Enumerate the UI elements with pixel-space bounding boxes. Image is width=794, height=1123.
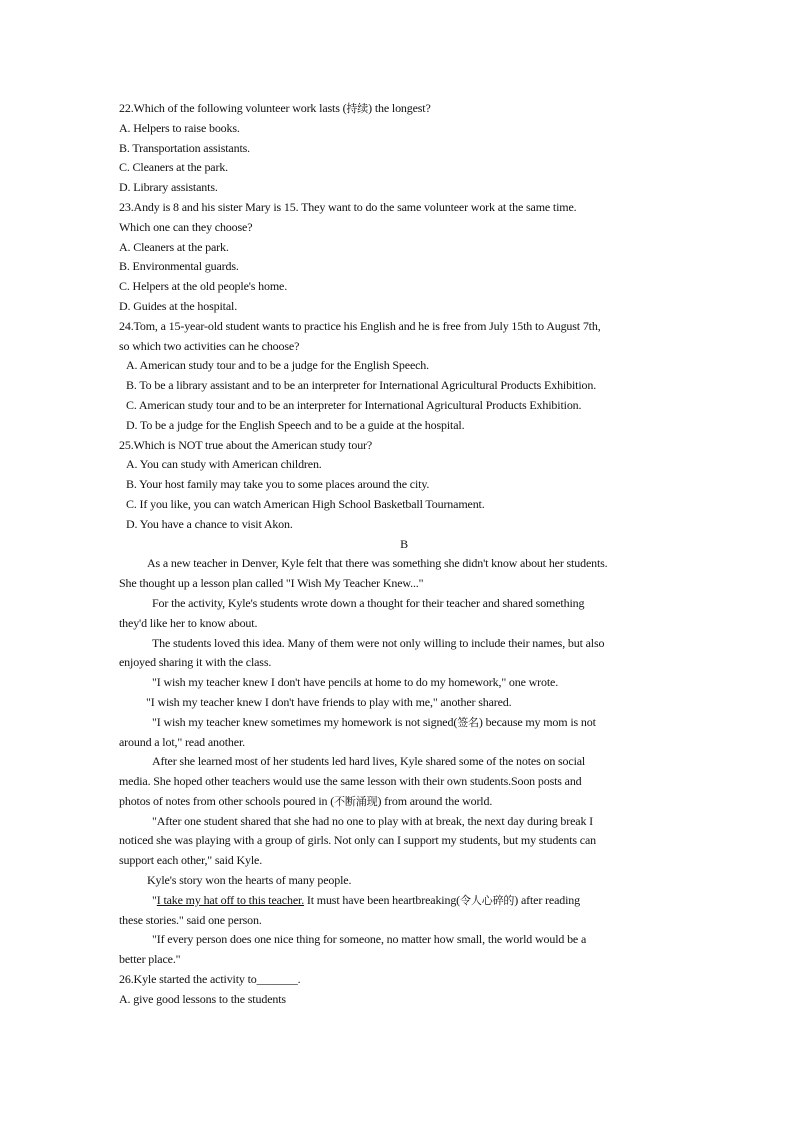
- passage-b-paragraph-1-line-1: As a new teacher in Denver, Kyle felt that there was something she didn't know about her students.: [147, 556, 608, 571]
- question-22-option-c: C. Cleaners at the park.: [119, 160, 229, 175]
- passage-b-paragraph-2-line-1: For the activity, Kyle's students wrote down a thought for their teacher and shared something: [152, 595, 585, 610]
- question-24-stem-line2: so which two activities can he choose?: [119, 338, 300, 353]
- underlined-phrase: I take my hat off to this teacher.: [156, 892, 305, 907]
- passage-b-paragraph-8-line-1: "After one student shared that she had no one to play with at break, the next day during break I: [152, 813, 594, 828]
- passage-b-paragraph-2-line-2: they'd like her to know about.: [119, 615, 258, 630]
- question-26-option-a: A. give good lessons to the students: [119, 991, 286, 1006]
- passage-b-paragraph-6-line-2: around a lot," read another.: [119, 734, 245, 749]
- page-content: [119, 99, 689, 1010]
- passage-b-paragraph-1-line-2: She thought up a lesson plan called "I Wish My Teacher Knew...": [119, 576, 424, 591]
- question-23-stem-line1: 23.Andy is 8 and his sister Mary is 15. They want to do the same volunteer work at the same time.: [119, 199, 577, 214]
- passage-b-paragraph-5: "I wish my teacher knew I don't have friends to play with me," another shared.: [146, 694, 512, 709]
- question-24-option-c: C. American study tour and to be an interpreter for International Agricultural Products Exhibition.: [126, 397, 582, 412]
- question-23-stem-line2: Which one can they choose?: [119, 219, 253, 234]
- passage-b-paragraph-8-line-3: support each other," said Kyle.: [119, 853, 263, 868]
- question-22-option-a: A. Helpers to raise books.: [119, 120, 240, 135]
- passage-b-paragraph-7-line-2: media. She hoped other teachers would use the same lesson with their own students.Soon posts and: [119, 774, 582, 789]
- question-23-option-d: D. Guides at the hospital.: [119, 298, 238, 313]
- question-23-option-c: C. Helpers at the old people's home.: [119, 279, 288, 294]
- passage-b-paragraph-7-line-1: After she learned most of her students led hard lives, Kyle shared some of the notes on social: [152, 754, 586, 769]
- question-24-option-d: D. To be a judge for the English Speech and to be a guide at the hospital.: [126, 417, 465, 432]
- passage-b-paragraph-7-line-3: photos of notes from other schools poured in (不断涌现) from around the world.: [119, 793, 493, 808]
- question-25-option-d: D. You have a chance to visit Akon.: [126, 516, 293, 531]
- question-24-option-b: B. To be a library assistant and to be an interpreter for International Agricultural Products Exhibition.: [126, 378, 597, 393]
- question-25-stem: 25.Which is NOT true about the American study tour?: [119, 437, 373, 452]
- passage-b-paragraph-11-line-2: better place.": [119, 952, 181, 967]
- passage-b-paragraph-3-line-1: The students loved this idea. Many of them were not only willing to include their names, but also: [152, 635, 605, 650]
- question-23-option-b: B. Environmental guards.: [119, 259, 239, 274]
- question-22-option-b: B. Transportation assistants.: [119, 140, 250, 155]
- passage-b-paragraph-10-line-2: these stories." said one person.: [119, 912, 262, 927]
- passage-b-paragraph-3-line-2: enjoyed sharing it with the class.: [119, 655, 272, 670]
- question-22-stem: 22.Which of the following volunteer work lasts (持续) the longest?: [119, 101, 431, 115]
- question-25-option-b: B. Your host family may take you to some places around the city.: [126, 477, 430, 492]
- question-24-option-a: A. American study tour and to be a judge for the English Speech.: [126, 358, 429, 373]
- passage-b-paragraph-8-line-2: noticed she was playing with a group of girls. Not only can I support my students, but my students can: [119, 833, 596, 848]
- passage-b-heading: B: [400, 536, 408, 551]
- passage-b-paragraph-4: "I wish my teacher knew I don't have pencils at home to do my homework," one wrote.: [152, 675, 559, 690]
- question-24-stem-line1: 24.Tom, a 15-year-old student wants to practice his English and he is free from July 15th to August 7th,: [119, 318, 601, 333]
- question-22-option-d: D. Library assistants.: [119, 180, 218, 195]
- passage-b-paragraph-9: Kyle's story won the hearts of many people.: [147, 873, 352, 888]
- question-23-option-a: A. Cleaners at the park.: [119, 239, 229, 254]
- question-25-option-c: C. If you like, you can watch American High School Basketball Tournament.: [126, 496, 485, 511]
- passage-b-paragraph-10-line-1: "I take my hat off to this teacher. It must have been heartbreaking(令人心碎的) after reading: [152, 892, 580, 907]
- passage-b-paragraph-6-line-1: "I wish my teacher knew sometimes my homework is not signed(签名) because my mom is not: [152, 714, 596, 729]
- passage-b-paragraph-11-line-1: "If every person does one nice thing for someone, no matter how small, the world would be a: [152, 932, 587, 947]
- question-25-option-a: A. You can study with American children.: [126, 457, 322, 472]
- answer-blank: _______: [256, 972, 298, 987]
- question-26-stem: 26.Kyle started the activity to_______.: [119, 972, 301, 987]
